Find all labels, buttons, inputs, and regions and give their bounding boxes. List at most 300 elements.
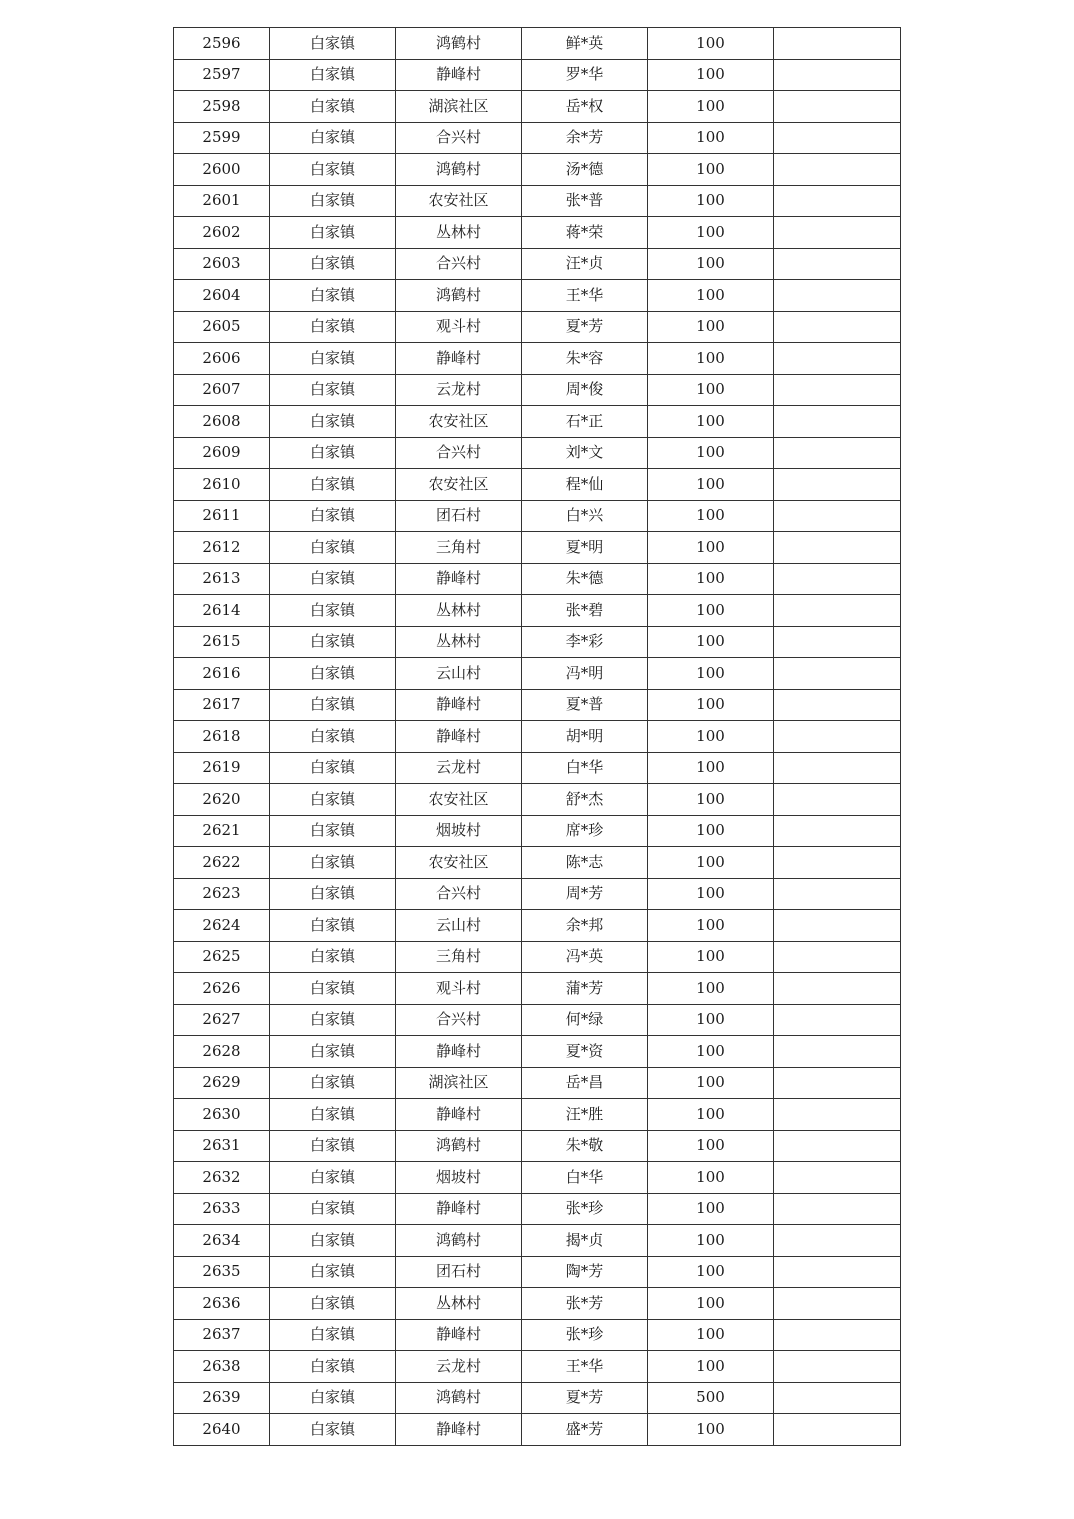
cell-serial-number: 2613 [174, 563, 270, 595]
cell-amount: 100 [648, 752, 774, 784]
cell-village: 鸿鹤村 [396, 1225, 522, 1257]
cell-note [774, 815, 901, 847]
cell-note [774, 437, 901, 469]
cell-amount: 100 [648, 847, 774, 879]
cell-amount: 500 [648, 1382, 774, 1414]
cell-village: 三角村 [396, 532, 522, 564]
cell-amount: 100 [648, 1130, 774, 1162]
table-row [174, 532, 901, 564]
cell-note [774, 280, 901, 312]
cell-note [774, 1004, 901, 1036]
cell-note [774, 248, 901, 280]
table-row [174, 847, 901, 879]
cell-town: 白家镇 [270, 248, 396, 280]
table-row [174, 1225, 901, 1257]
cell-amount: 100 [648, 1319, 774, 1351]
cell-village: 农安社区 [396, 185, 522, 217]
cell-village: 鸿鹤村 [396, 1382, 522, 1414]
cell-note [774, 1319, 901, 1351]
cell-serial-number: 2608 [174, 406, 270, 438]
cell-serial-number: 2600 [174, 154, 270, 186]
cell-village: 团石村 [396, 500, 522, 532]
cell-amount: 100 [648, 563, 774, 595]
cell-amount: 100 [648, 28, 774, 60]
cell-name: 朱*敬 [522, 1130, 648, 1162]
cell-town: 白家镇 [270, 563, 396, 595]
cell-village: 静峰村 [396, 1036, 522, 1068]
table-row [174, 689, 901, 721]
cell-town: 白家镇 [270, 1382, 396, 1414]
cell-serial-number: 2639 [174, 1382, 270, 1414]
cell-village: 静峰村 [396, 1099, 522, 1131]
cell-note [774, 185, 901, 217]
cell-amount: 100 [648, 1225, 774, 1257]
cell-amount: 100 [648, 721, 774, 753]
cell-town: 白家镇 [270, 500, 396, 532]
cell-amount: 100 [648, 1036, 774, 1068]
cell-amount: 100 [648, 1256, 774, 1288]
cell-village: 烟坡村 [396, 815, 522, 847]
table-row [174, 1288, 901, 1320]
cell-amount: 100 [648, 406, 774, 438]
cell-name: 石*正 [522, 406, 648, 438]
table-row [174, 91, 901, 123]
cell-serial-number: 2623 [174, 878, 270, 910]
cell-village: 湖滨社区 [396, 1067, 522, 1099]
cell-note [774, 374, 901, 406]
cell-amount: 100 [648, 1099, 774, 1131]
table-row [174, 973, 901, 1005]
cell-name: 王*华 [522, 1351, 648, 1383]
table-row [174, 437, 901, 469]
cell-note [774, 626, 901, 658]
cell-town: 白家镇 [270, 28, 396, 60]
cell-village: 丛林村 [396, 1288, 522, 1320]
cell-serial-number: 2634 [174, 1225, 270, 1257]
cell-town: 白家镇 [270, 658, 396, 690]
cell-village: 鸿鹤村 [396, 1130, 522, 1162]
cell-name: 朱*德 [522, 563, 648, 595]
cell-amount: 100 [648, 532, 774, 564]
cell-amount: 100 [648, 1004, 774, 1036]
cell-note [774, 406, 901, 438]
cell-name: 冯*英 [522, 941, 648, 973]
cell-serial-number: 2624 [174, 910, 270, 942]
cell-town: 白家镇 [270, 311, 396, 343]
cell-town: 白家镇 [270, 752, 396, 784]
cell-village: 丛林村 [396, 595, 522, 627]
cell-village: 合兴村 [396, 248, 522, 280]
cell-town: 白家镇 [270, 784, 396, 816]
cell-name: 胡*明 [522, 721, 648, 753]
cell-town: 白家镇 [270, 847, 396, 879]
cell-serial-number: 2611 [174, 500, 270, 532]
cell-amount: 100 [648, 91, 774, 123]
cell-name: 陶*芳 [522, 1256, 648, 1288]
cell-town: 白家镇 [270, 1162, 396, 1194]
cell-serial-number: 2599 [174, 122, 270, 154]
cell-name: 汤*德 [522, 154, 648, 186]
cell-note [774, 658, 901, 690]
cell-village: 烟坡村 [396, 1162, 522, 1194]
cell-name: 陈*志 [522, 847, 648, 879]
cell-town: 白家镇 [270, 973, 396, 1005]
cell-name: 舒*杰 [522, 784, 648, 816]
cell-serial-number: 2605 [174, 311, 270, 343]
cell-serial-number: 2631 [174, 1130, 270, 1162]
cell-amount: 100 [648, 59, 774, 91]
cell-note [774, 1382, 901, 1414]
cell-amount: 100 [648, 343, 774, 375]
cell-serial-number: 2632 [174, 1162, 270, 1194]
cell-village: 云龙村 [396, 752, 522, 784]
cell-note [774, 1036, 901, 1068]
cell-town: 白家镇 [270, 1256, 396, 1288]
cell-village: 云山村 [396, 910, 522, 942]
cell-note [774, 910, 901, 942]
cell-village: 团石村 [396, 1256, 522, 1288]
cell-note [774, 1288, 901, 1320]
cell-serial-number: 2607 [174, 374, 270, 406]
cell-note [774, 122, 901, 154]
cell-amount: 100 [648, 1162, 774, 1194]
table-row [174, 626, 901, 658]
cell-serial-number: 2617 [174, 689, 270, 721]
cell-village: 云山村 [396, 658, 522, 690]
cell-village: 静峰村 [396, 721, 522, 753]
cell-note [774, 1067, 901, 1099]
cell-serial-number: 2633 [174, 1193, 270, 1225]
table-row [174, 280, 901, 312]
cell-amount: 100 [648, 941, 774, 973]
cell-name: 李*彩 [522, 626, 648, 658]
table-row [174, 1162, 901, 1194]
cell-note [774, 721, 901, 753]
cell-village: 湖滨社区 [396, 91, 522, 123]
table-row [174, 1130, 901, 1162]
cell-amount: 100 [648, 1193, 774, 1225]
cell-village: 鸿鹤村 [396, 28, 522, 60]
cell-name: 鲜*英 [522, 28, 648, 60]
cell-name: 朱*容 [522, 343, 648, 375]
cell-town: 白家镇 [270, 1036, 396, 1068]
cell-note [774, 217, 901, 249]
cell-amount: 100 [648, 122, 774, 154]
cell-amount: 100 [648, 658, 774, 690]
cell-name: 揭*贞 [522, 1225, 648, 1257]
cell-name: 夏*芳 [522, 1382, 648, 1414]
cell-name: 夏*明 [522, 532, 648, 564]
cell-name: 夏*普 [522, 689, 648, 721]
cell-town: 白家镇 [270, 122, 396, 154]
cell-name: 蒋*荣 [522, 217, 648, 249]
cell-note [774, 1193, 901, 1225]
cell-village: 合兴村 [396, 122, 522, 154]
cell-serial-number: 2598 [174, 91, 270, 123]
table-row [174, 154, 901, 186]
cell-village: 静峰村 [396, 343, 522, 375]
table-row [174, 815, 901, 847]
cell-name: 冯*明 [522, 658, 648, 690]
cell-town: 白家镇 [270, 406, 396, 438]
cell-note [774, 1162, 901, 1194]
cell-village: 合兴村 [396, 437, 522, 469]
cell-name: 岳*昌 [522, 1067, 648, 1099]
table-row [174, 500, 901, 532]
cell-town: 白家镇 [270, 1004, 396, 1036]
cell-name: 刘*文 [522, 437, 648, 469]
cell-amount: 100 [648, 595, 774, 627]
cell-name: 王*华 [522, 280, 648, 312]
records-table-body [174, 28, 901, 1446]
cell-amount: 100 [648, 311, 774, 343]
cell-serial-number: 2622 [174, 847, 270, 879]
table-row [174, 1036, 901, 1068]
cell-village: 静峰村 [396, 59, 522, 91]
cell-amount: 100 [648, 815, 774, 847]
cell-village: 云龙村 [396, 374, 522, 406]
cell-town: 白家镇 [270, 595, 396, 627]
cell-town: 白家镇 [270, 1288, 396, 1320]
cell-name: 岳*权 [522, 91, 648, 123]
cell-note [774, 1414, 901, 1446]
cell-town: 白家镇 [270, 374, 396, 406]
cell-amount: 100 [648, 878, 774, 910]
cell-amount: 100 [648, 689, 774, 721]
table-row [174, 910, 901, 942]
cell-town: 白家镇 [270, 59, 396, 91]
cell-name: 蒲*芳 [522, 973, 648, 1005]
table-row [174, 28, 901, 60]
cell-name: 白*兴 [522, 500, 648, 532]
cell-serial-number: 2635 [174, 1256, 270, 1288]
cell-serial-number: 2621 [174, 815, 270, 847]
cell-name: 周*俊 [522, 374, 648, 406]
table-row [174, 595, 901, 627]
cell-town: 白家镇 [270, 1225, 396, 1257]
table-row [174, 721, 901, 753]
cell-name: 罗*华 [522, 59, 648, 91]
cell-village: 观斗村 [396, 311, 522, 343]
table-row [174, 469, 901, 501]
cell-amount: 100 [648, 784, 774, 816]
cell-village: 农安社区 [396, 784, 522, 816]
table-row [174, 59, 901, 91]
cell-note [774, 563, 901, 595]
cell-note [774, 752, 901, 784]
cell-town: 白家镇 [270, 815, 396, 847]
cell-note [774, 784, 901, 816]
cell-name: 张*普 [522, 185, 648, 217]
cell-note [774, 28, 901, 60]
cell-town: 白家镇 [270, 626, 396, 658]
cell-village: 丛林村 [396, 626, 522, 658]
cell-village: 静峰村 [396, 1193, 522, 1225]
cell-village: 静峰村 [396, 689, 522, 721]
cell-name: 张*珍 [522, 1193, 648, 1225]
cell-serial-number: 2604 [174, 280, 270, 312]
cell-serial-number: 2606 [174, 343, 270, 375]
cell-town: 白家镇 [270, 343, 396, 375]
cell-village: 静峰村 [396, 563, 522, 595]
table-row [174, 1099, 901, 1131]
cell-town: 白家镇 [270, 1319, 396, 1351]
cell-name: 夏*芳 [522, 311, 648, 343]
cell-town: 白家镇 [270, 1099, 396, 1131]
cell-village: 合兴村 [396, 1004, 522, 1036]
cell-serial-number: 2638 [174, 1351, 270, 1383]
cell-serial-number: 2630 [174, 1099, 270, 1131]
cell-note [774, 532, 901, 564]
cell-village: 静峰村 [396, 1414, 522, 1446]
cell-name: 张*碧 [522, 595, 648, 627]
cell-serial-number: 2614 [174, 595, 270, 627]
cell-note [774, 91, 901, 123]
table-row [174, 343, 901, 375]
cell-amount: 100 [648, 910, 774, 942]
cell-name: 白*华 [522, 1162, 648, 1194]
cell-serial-number: 2640 [174, 1414, 270, 1446]
cell-name: 席*珍 [522, 815, 648, 847]
cell-amount: 100 [648, 973, 774, 1005]
cell-village: 合兴村 [396, 878, 522, 910]
cell-name: 程*仙 [522, 469, 648, 501]
table-row [174, 1414, 901, 1446]
cell-serial-number: 2610 [174, 469, 270, 501]
cell-note [774, 343, 901, 375]
cell-amount: 100 [648, 185, 774, 217]
cell-name: 余*邦 [522, 910, 648, 942]
table-row [174, 1351, 901, 1383]
cell-amount: 100 [648, 437, 774, 469]
cell-village: 农安社区 [396, 469, 522, 501]
cell-note [774, 469, 901, 501]
cell-note [774, 973, 901, 1005]
cell-serial-number: 2609 [174, 437, 270, 469]
table-row [174, 1193, 901, 1225]
cell-serial-number: 2596 [174, 28, 270, 60]
table-row [174, 941, 901, 973]
cell-amount: 100 [648, 280, 774, 312]
table-row [174, 185, 901, 217]
cell-name: 汪*贞 [522, 248, 648, 280]
cell-name: 汪*胜 [522, 1099, 648, 1131]
cell-town: 白家镇 [270, 91, 396, 123]
cell-village: 观斗村 [396, 973, 522, 1005]
table-row [174, 878, 901, 910]
cell-town: 白家镇 [270, 1130, 396, 1162]
cell-town: 白家镇 [270, 721, 396, 753]
table-row [174, 217, 901, 249]
cell-name: 周*芳 [522, 878, 648, 910]
cell-serial-number: 2618 [174, 721, 270, 753]
cell-village: 丛林村 [396, 217, 522, 249]
cell-serial-number: 2636 [174, 1288, 270, 1320]
cell-amount: 100 [648, 154, 774, 186]
table-row [174, 122, 901, 154]
cell-serial-number: 2597 [174, 59, 270, 91]
cell-town: 白家镇 [270, 1351, 396, 1383]
cell-town: 白家镇 [270, 689, 396, 721]
cell-serial-number: 2620 [174, 784, 270, 816]
table-row [174, 1256, 901, 1288]
cell-serial-number: 2625 [174, 941, 270, 973]
cell-note [774, 1351, 901, 1383]
cell-note [774, 154, 901, 186]
table-row [174, 1004, 901, 1036]
cell-village: 云龙村 [396, 1351, 522, 1383]
cell-note [774, 59, 901, 91]
table-row [174, 752, 901, 784]
cell-town: 白家镇 [270, 1067, 396, 1099]
cell-town: 白家镇 [270, 185, 396, 217]
table-row [174, 406, 901, 438]
records-table [173, 27, 901, 1446]
cell-note [774, 1256, 901, 1288]
cell-amount: 100 [648, 1414, 774, 1446]
cell-town: 白家镇 [270, 1414, 396, 1446]
cell-village: 农安社区 [396, 406, 522, 438]
table-row [174, 374, 901, 406]
cell-town: 白家镇 [270, 941, 396, 973]
cell-village: 鸿鹤村 [396, 154, 522, 186]
cell-name: 张*芳 [522, 1288, 648, 1320]
cell-village: 农安社区 [396, 847, 522, 879]
cell-amount: 100 [648, 469, 774, 501]
cell-note [774, 847, 901, 879]
table-row [174, 658, 901, 690]
cell-serial-number: 2619 [174, 752, 270, 784]
cell-serial-number: 2602 [174, 217, 270, 249]
table-row [174, 248, 901, 280]
cell-note [774, 500, 901, 532]
cell-serial-number: 2615 [174, 626, 270, 658]
cell-note [774, 878, 901, 910]
cell-name: 白*华 [522, 752, 648, 784]
cell-note [774, 689, 901, 721]
table-row [174, 784, 901, 816]
cell-amount: 100 [648, 248, 774, 280]
cell-town: 白家镇 [270, 437, 396, 469]
cell-note [774, 1130, 901, 1162]
table-row [174, 563, 901, 595]
cell-name: 张*珍 [522, 1319, 648, 1351]
cell-amount: 100 [648, 217, 774, 249]
cell-amount: 100 [648, 1288, 774, 1320]
cell-serial-number: 2601 [174, 185, 270, 217]
cell-serial-number: 2603 [174, 248, 270, 280]
table-row [174, 1067, 901, 1099]
cell-town: 白家镇 [270, 878, 396, 910]
cell-serial-number: 2629 [174, 1067, 270, 1099]
cell-note [774, 1225, 901, 1257]
cell-serial-number: 2628 [174, 1036, 270, 1068]
cell-name: 盛*芳 [522, 1414, 648, 1446]
table-row [174, 1319, 901, 1351]
cell-town: 白家镇 [270, 217, 396, 249]
cell-serial-number: 2626 [174, 973, 270, 1005]
cell-amount: 100 [648, 1067, 774, 1099]
table-row [174, 1382, 901, 1414]
cell-name: 何*绿 [522, 1004, 648, 1036]
cell-village: 静峰村 [396, 1319, 522, 1351]
cell-amount: 100 [648, 500, 774, 532]
cell-amount: 100 [648, 626, 774, 658]
cell-town: 白家镇 [270, 532, 396, 564]
cell-town: 白家镇 [270, 154, 396, 186]
cell-village: 三角村 [396, 941, 522, 973]
cell-town: 白家镇 [270, 469, 396, 501]
